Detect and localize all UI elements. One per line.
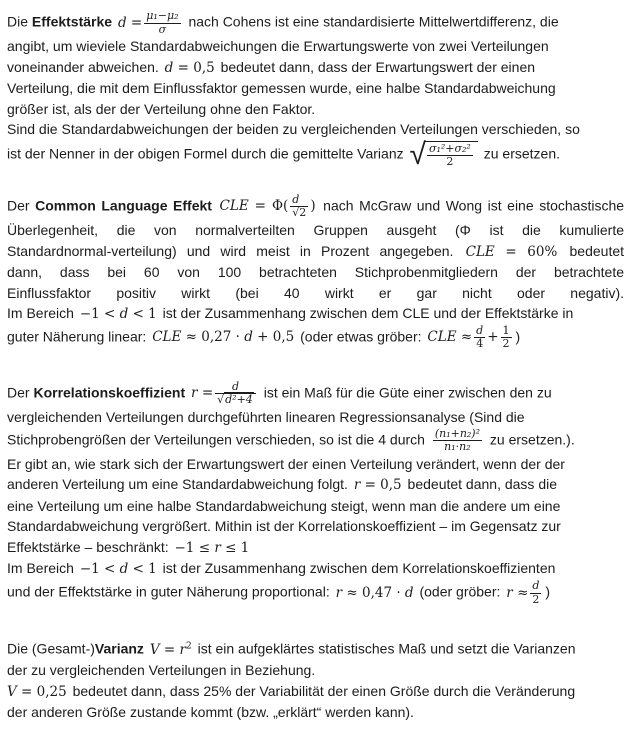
formula-r-linear [336, 585, 414, 601]
paragraph-varianz [7, 636, 624, 723]
radical-body [424, 141, 478, 169]
text-run: Er gibt an, wie stark sich der Erwartungswert der einen Verteilung verändert, wenn der der [7, 455, 565, 472]
formula-v-equals-0-25 [7, 684, 67, 700]
fraction-denominator: 2 [446, 155, 454, 169]
math-var-d: d [117, 14, 127, 31]
fraction-numerator: μ₁−μ₂ [146, 9, 179, 22]
radical-body: d²+4 [225, 393, 253, 407]
formula-cle-linear [152, 329, 294, 345]
math-var-cle: CLE [427, 329, 457, 346]
text-line [7, 78, 624, 99]
math-operator: + [487, 329, 499, 346]
math-value: = 0,5 [177, 59, 215, 76]
paragraph-korrelationskoeffizient [7, 381, 624, 606]
fraction-numerator: d [215, 381, 256, 395]
formula-d-equals-0-5 [165, 60, 215, 76]
math-var-v: V [7, 683, 17, 700]
text-run: angibt, um wieviele Standardabweichungen die Erwartungswerte von zwei Verteilungen [7, 38, 549, 55]
math-var-r: r [214, 539, 221, 556]
text-run: Im Bereich [7, 560, 78, 577]
text-line [7, 36, 624, 57]
radical-sign: √ [409, 136, 426, 172]
term-varianz: Varianz [94, 640, 148, 657]
fraction-denominator: n₁·n₂ [444, 440, 471, 454]
fraction [530, 580, 541, 606]
math-var-d: d [404, 584, 414, 601]
math-var-d: d [119, 306, 129, 323]
text-run: Im Bereich [7, 305, 78, 322]
text-run: voneinander abweichen. [7, 58, 163, 75]
fraction [474, 325, 485, 351]
formula-r-range [175, 540, 250, 556]
math-bound: < 1 [132, 306, 157, 323]
text-run: bedeutet dann, dass die [403, 476, 557, 493]
fraction [501, 325, 512, 351]
text-line [7, 407, 624, 428]
text-run: ) [515, 328, 521, 345]
term-common-language-effekt: Common Language Effekt [35, 197, 218, 214]
text-run: (oder gröber: [415, 583, 505, 600]
text-run: zu ersetzen.). [486, 431, 575, 448]
math-value: = 60% [505, 243, 558, 260]
fraction-denominator: σ [158, 22, 167, 36]
text-line [7, 136, 624, 172]
math-var-cle: CLE [152, 329, 182, 346]
math-value: = 0,25 [21, 683, 67, 700]
text-run: Der [7, 384, 34, 401]
text-line [7, 325, 624, 351]
text-run: Einflussfaktor positiv wirkt (bei 40 wirkt er gar nicht oder negativ). [7, 284, 624, 301]
math-var-r: r [179, 641, 186, 658]
text-line [7, 303, 624, 325]
math-bound: ≤ 1 [225, 539, 250, 556]
text-run: Stichprobengrößen der Verteilungen verschieden, so ist die 4 durch [7, 431, 429, 448]
fraction-numerator: 1 [502, 323, 510, 337]
term-effektstaerke: Effektstärke [31, 13, 116, 30]
math-var-r: r [506, 584, 513, 601]
text-line [7, 496, 624, 517]
fraction [433, 428, 482, 454]
text-run: nach Cohens ist eine standardisierte Mittelwertdifferenz, die [184, 13, 559, 30]
formula-cle-definition [219, 192, 316, 220]
text-line [7, 702, 624, 723]
text-line [7, 660, 624, 681]
text-run: Die [7, 13, 32, 30]
text-line [7, 119, 624, 140]
text-run: Überlegenheit, die von normalverteilten Gruppen ausgeht (Φ ist die kumulierte [7, 222, 624, 239]
paragraph-gap [7, 606, 624, 636]
text-run: bedeutet dann, dass der Erwartungswert der einen [216, 58, 536, 75]
text-line [7, 283, 624, 304]
math-operator: = [163, 641, 176, 658]
paragraph-gap [7, 351, 624, 381]
text-run: der anderen Größe zustande kommt (bzw. „erklärt“ werden kann). [7, 704, 414, 721]
text-run: vergleichenden Verteilungen durchgeführten linearen Regressionsanalyse (Sind die [7, 409, 525, 426]
text-run: guter Näherung linear: [7, 328, 151, 345]
radical-sign: √ [217, 393, 225, 407]
math-operator: = Φ( [254, 198, 289, 215]
text-line [7, 516, 624, 537]
text-run: bedeutet [559, 242, 625, 259]
text-run: zu ersetzen. [479, 145, 560, 162]
formula-d-range [80, 306, 157, 322]
formula-r-definition [191, 379, 258, 407]
fraction-numerator: d [532, 578, 540, 592]
math-exponent: 2 [185, 641, 192, 652]
math-var-r: r [335, 584, 343, 601]
formula-cle-60-percent [466, 244, 558, 260]
text-run: Der [7, 197, 36, 214]
text-run: Standardnormal-verteilung) und wird meist in Prozent angegeben. [7, 242, 464, 259]
text-line [7, 428, 624, 454]
text-line [7, 99, 624, 120]
text-line [7, 636, 624, 660]
formula-r-rough [506, 578, 543, 606]
text-line [7, 580, 624, 606]
text-run: Standardabweichung vergrößert. Mithin ist der Korrelationskoeffizient – im Gegensatz zur [7, 518, 561, 535]
fraction-numerator: σ₁²+σ₂² [428, 141, 471, 155]
text-run: Sind die Standardabweichungen der beiden zu vergleichenden Verteilungen verschieden, so [7, 121, 580, 138]
text-run: ist der Zusammenhang zwischen dem CLE und der Effektstärke in [158, 305, 574, 322]
math-var-cle: CLE [465, 243, 495, 260]
math-bound: < 1 [132, 561, 157, 578]
math-bound: −1 ≤ [174, 539, 211, 556]
math-var-d: d [164, 59, 174, 76]
math-operator: ≈ [460, 329, 473, 346]
paragraph-effektstaerke [7, 10, 624, 170]
math-operator: + 0,5 [257, 329, 295, 346]
formula-n-replacement [431, 426, 484, 454]
formula-effect-size [117, 9, 183, 36]
text-line [7, 558, 624, 580]
math-value: = 0,5 [364, 477, 402, 494]
formula-v-definition [150, 642, 192, 658]
text-run: größer ist, als der der Verteilung ohne den Faktor. [7, 100, 316, 117]
fraction-denominator: √2 [292, 206, 307, 220]
formula-cle-rough [427, 323, 513, 351]
math-operator: ≈ 0,27 · [185, 329, 240, 346]
text-line [7, 681, 624, 703]
math-operator: ≈ [517, 584, 529, 601]
text-run: ist ein Maß für die Güte einer zwischen den zu [259, 384, 552, 401]
term-korrelationskoeffizient: Korrelationskoeffizient [33, 384, 190, 401]
text-run: der zu vergleichenden Verteilungen in Beziehung. [7, 662, 316, 679]
math-var-cle: CLE [219, 198, 249, 215]
text-line [7, 262, 624, 283]
text-run: eine Verteilung um eine halbe Standardabweichung steigt, wenn man die andere um eine [7, 497, 561, 514]
text-line [7, 57, 624, 79]
fraction-denominator: 4 [476, 337, 484, 351]
text-run: anderen Verteilung um eine Standardabweichung folgt. [7, 476, 352, 493]
text-line [7, 10, 624, 36]
text-line [7, 537, 624, 559]
text-run: Die (Gesamt-) [7, 640, 95, 657]
formula-pooled-variance [409, 136, 478, 172]
text-line [7, 220, 624, 241]
fraction [290, 194, 308, 220]
fraction-numerator: d [476, 323, 484, 337]
text-line [7, 454, 624, 475]
text-run: Effektstärke – beschränkt: [7, 538, 173, 555]
text-line [7, 241, 624, 263]
fraction [427, 143, 473, 169]
fraction-numerator: (n₁+n₂)² [434, 426, 481, 440]
text-run: dann, dass bei 60 von 100 betrachteten Stichprobenmitgliedern der betrachtete [7, 264, 624, 281]
text-run: ) [545, 583, 551, 600]
text-run: ist der Nenner in der obigen Formel durch die gemittelte Varianz [7, 145, 408, 162]
paragraph-gap [7, 170, 624, 194]
text-run: ist der Zusammenhang zwischen dem Korrelationskoeffizienten [158, 560, 556, 577]
text-line [7, 474, 624, 496]
math-bound: −1 < [79, 306, 116, 323]
fraction [144, 10, 180, 36]
text-run: ist ein aufgeklärtes statistisches Maß und setzt die Varianzen [193, 640, 576, 657]
fraction-numerator: d [290, 194, 308, 208]
math-operator: = [130, 14, 143, 31]
math-var-d: d [244, 329, 253, 346]
paragraph-common-language-effekt [7, 194, 624, 351]
math-var-r: r [191, 385, 198, 402]
text-line [7, 381, 624, 407]
formula-r-equals-0-5 [354, 477, 402, 493]
math-paren: ) [310, 198, 316, 215]
fraction-denominator: 2 [502, 337, 510, 351]
text-run: nach McGraw und Wong ist eine stochastische [317, 197, 625, 214]
text-run: (oder etwas gröber: [296, 328, 426, 345]
math-operator: ≈ 0,47 · [346, 584, 401, 601]
text-run: Verteilung, die mit dem Einflussfaktor gemessen wurde, eine halbe Standardabweichung [7, 80, 556, 97]
formula-d-range [80, 561, 157, 577]
math-bound: −1 < [79, 561, 116, 578]
math-var-r: r [353, 477, 361, 494]
math-var-d: d [119, 561, 129, 578]
math-operator: = [201, 385, 214, 402]
math-var-v: V [149, 641, 160, 658]
fraction [215, 381, 256, 407]
fraction-denominator: 2 [532, 592, 540, 606]
text-line [7, 194, 624, 220]
fraction-denominator [215, 394, 256, 407]
text-run: und der Effektstärke in guter Näherung proportional: [7, 583, 334, 600]
text-run: bedeutet dann, dass 25% der Variabilität der einen Größe durch die Veränderung [68, 682, 576, 699]
